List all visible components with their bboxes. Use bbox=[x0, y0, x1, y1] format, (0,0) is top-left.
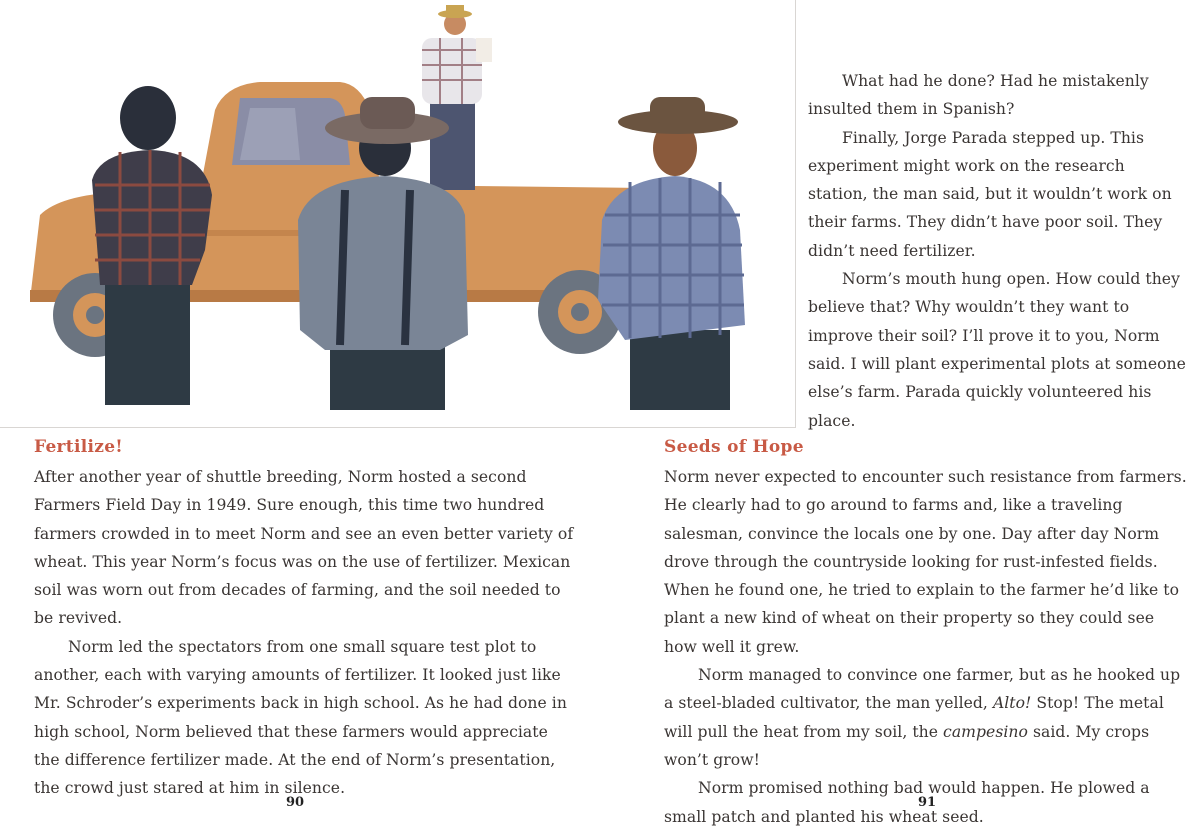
paragraph: Norm led the spectators from one small square test plot to another, each with varying amounts of fertilizer. It looked just like Mr. Schroder’s experiments back in high school. As he had done in high school, Norm believed that these farmers would appreciate the difference fertilizer made. At the end of Norm’s presentation, the crowd just stared at him in silence. bbox=[34, 637, 567, 798]
text-run: Norm managed to convince one farmer, but as he hooked up a steel-bladed cultivator, the man yelled, bbox=[664, 666, 1181, 713]
section-heading-fertilize: Fertilize! bbox=[34, 437, 124, 457]
paragraph: Norm’s mouth hung open. How could they believe that? Why wouldn’t they want to improve their soil? I’ll prove it to you, Norm said. I will plant experimental plots at someone else’s farm. Parada quickly volunteered his place. bbox=[808, 270, 1186, 430]
text-run: said. My crops won’t grow! bbox=[664, 722, 1150, 769]
italic-word-alto: Alto! bbox=[992, 694, 1032, 713]
illustration-farmers-truck bbox=[0, 0, 796, 428]
right-farmer-figure bbox=[598, 97, 745, 410]
left-column-text bbox=[34, 463, 574, 803]
text-run: Stop! The metal will pull the heat from my soil, the bbox=[664, 694, 1164, 741]
standing-man-figure bbox=[422, 5, 492, 190]
right-column-text bbox=[664, 463, 1189, 831]
paragraph: After another year of shuttle breeding, Norm hosted a second Farmers Field Day in 1949. Sure enough, this time two hundred farmers crowded in to meet Norm and see an even better variety of wheat. This year Norm’s focus was on the use of fertilizer. Mexican soil was worn out from decades of farming, and the soil needed to be revived. bbox=[34, 468, 574, 628]
page-number-right: 91 bbox=[918, 795, 937, 810]
left-farmer-figure bbox=[92, 86, 212, 405]
right-top-text bbox=[808, 67, 1188, 435]
paragraph: Norm promised nothing bad would happen. He plowed a small patch and planted his wheat seed. bbox=[664, 779, 1150, 826]
paragraph: Norm never expected to encounter such resistance from farmers. He clearly had to go around to farms and, like a traveling salesman, convince the locals one by one. Day after day Norm drove through the countryside looking for rust-infested fields. When he found one, he tried to explain to the farmer he’d like to plant a new kind of wheat on their property so they could see how well it grew. bbox=[664, 468, 1187, 656]
paragraph: Finally, Jorge Parada stepped up. This experiment might work on the research station, the man said, but it wouldn’t work on their farms. They didn’t have poor soil. They didn’t need fertilizer. bbox=[808, 128, 1172, 260]
page-number-left: 90 bbox=[286, 795, 305, 810]
paragraph: What had he done? Had he mistakenly insulted them in Spanish? bbox=[808, 72, 1149, 119]
italic-word-campesino: campesino bbox=[943, 722, 1028, 741]
paragraph bbox=[664, 661, 1189, 774]
section-heading-seeds-of-hope: Seeds of Hope bbox=[664, 437, 804, 457]
farmers-truck-illustration bbox=[0, 0, 795, 427]
